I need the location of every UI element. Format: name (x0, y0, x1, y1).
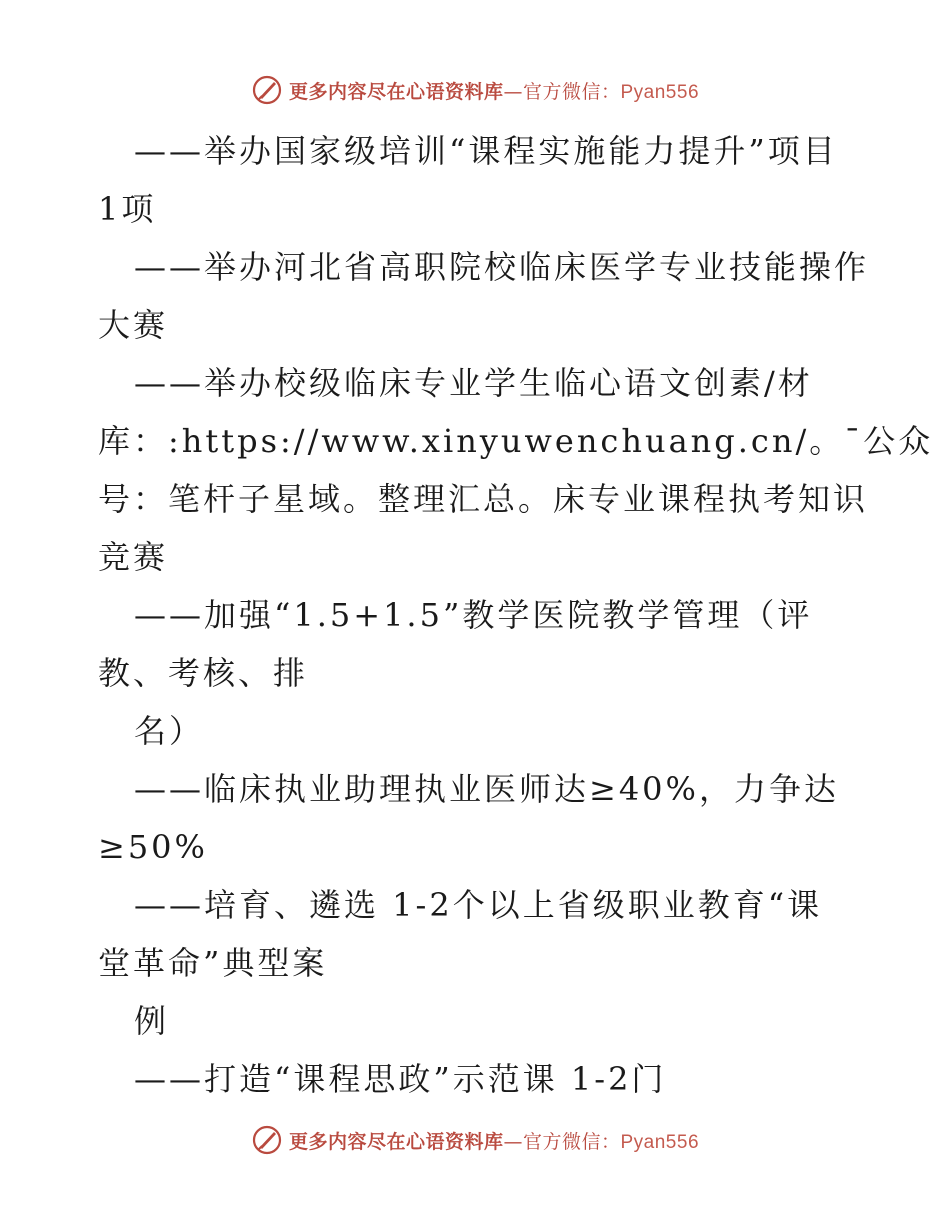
text-line: 例 (134, 1002, 170, 1040)
text-line: 大赛 (98, 306, 169, 344)
banner-wechat-label: 官方微信： (522, 1130, 621, 1153)
banner-wechat-id: Pyan556 (620, 81, 700, 103)
text-line: ——临床执业助理执业医师达≥40%，力争达 (134, 770, 839, 808)
banner-text (289, 77, 699, 104)
text-line: ——培育、遴选 1-2个以上省级职业教育“课 (134, 886, 823, 924)
text-line: ≥50% (98, 828, 208, 866)
text-line: ——加强“1.5+1.5”教学医院教学管理（评 (134, 596, 813, 634)
text-line: ——打造“课程思政”示范课 1-2门 (134, 1060, 667, 1098)
document-body (98, 122, 934, 1108)
banner-site-text: 更多内容尽在心语资料库 (288, 1130, 504, 1153)
text-line: 名） (134, 712, 205, 750)
text-line: ——举办国家级培训“课程实施能力提升”项目 (134, 132, 838, 170)
text-line: ——举办河北省高职院校临床医学专业技能操作 (134, 248, 870, 286)
quill-circle-icon (251, 1124, 283, 1156)
text-line: 1项 (98, 190, 157, 228)
banner-site-text: 更多内容尽在心语资料库 (288, 80, 504, 103)
text-line: 竞赛 (98, 538, 169, 576)
banner-wechat-id: Pyan556 (620, 1131, 700, 1153)
banner-text (289, 1127, 699, 1154)
text-line: 教、考核、排 (98, 654, 309, 692)
header-banner (0, 70, 950, 110)
banner-dash: — (503, 80, 523, 103)
footer-banner (0, 1120, 950, 1160)
text-line: ——举办校级临床专业学生临心语文创素/材 (134, 364, 813, 402)
text-line: 号：笔杆子星域。整理汇总。床专业课程执考知识 (98, 480, 869, 518)
text-line: 库：:https://www.xinyuwenchuang.cn/。¯公众 (98, 422, 934, 460)
banner-wechat-label: 官方微信： (522, 80, 621, 103)
quill-circle-icon (251, 74, 283, 106)
text-line: 堂革命”典型案 (98, 944, 328, 982)
banner-dash: — (503, 1130, 523, 1153)
